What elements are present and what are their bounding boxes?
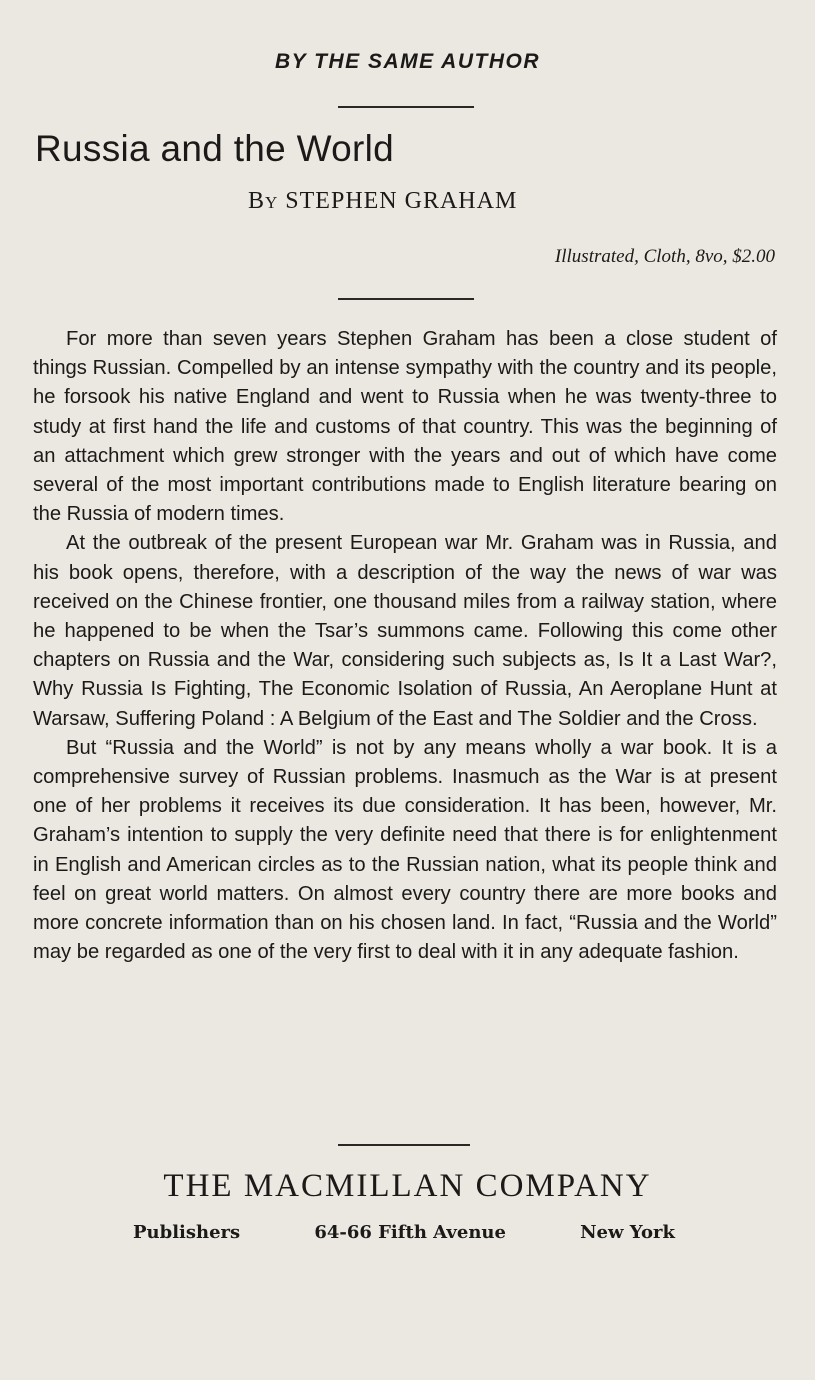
publisher-city: New York bbox=[580, 1222, 675, 1243]
bottom-divider bbox=[338, 1144, 470, 1146]
publisher-role: Publishers bbox=[133, 1222, 241, 1243]
paragraph-2: At the outbreak of the present European war Mr. Graham was in Russia, and his book opens, therefore, with a description of the way the news of war was received on the Chinese frontier, one thousand miles from a railway station, where he happened to be when the Tsar’s summons came. Following this come other chapters on Russia and the War, considering such subjects as, Is It a Last War?, Why Russia Is Fighting, The Economic Isolation of Russia, An Aeroplane Hunt at Warsaw, Suffering Poland : A Belgium of the East and The Soldier and the Cross. bbox=[33, 532, 777, 730]
top-divider bbox=[338, 106, 474, 108]
by-prefix: By bbox=[248, 188, 279, 214]
author-byline bbox=[248, 188, 517, 215]
paragraph-3: But “Russia and the World” is not by any means wholly a war book. It is a comprehensive survey of Russian problems. Inasmuch as the War is at present one of her problems it receives its due consideration. It has been, however, Mr. Graham’s intention to supply the very definite need that there is for enlightenment in English and American circles as to the Russian nation, what its people think and feel on great world matters. On almost every country there are more books and more concrete information than on his chosen land. In fact, “Russia and the World” may be regarded as one of the very first to deal with it in any adequate fashion. bbox=[33, 736, 777, 964]
publisher-name: THE MACMILLAN COMPANY bbox=[163, 1168, 652, 1204]
description-body bbox=[33, 325, 777, 967]
publisher-footer bbox=[133, 1222, 675, 1243]
edition-price: Illustrated, Cloth, 8vo, $2.00 bbox=[554, 246, 775, 267]
publisher-address: 64-66 Fifth Avenue bbox=[314, 1222, 506, 1243]
middle-divider bbox=[338, 298, 474, 300]
author-name: STEPHEN GRAHAM bbox=[285, 188, 518, 214]
paragraph-1: For more than seven years Stephen Graham has been a close student of things Russian. Compelled by an intense sympathy with the country and its people, he forsook his native England and went to Russia when he was twenty-three to study at first hand the life and customs of that country. This was the beginning of an attachment which grew stronger with the years and out of which have come several of the most important contributions made to English literature bearing on the Russia of modern times. bbox=[33, 328, 777, 526]
section-header: BY THE SAME AUTHOR bbox=[274, 50, 540, 73]
book-title: Russia and the World bbox=[35, 128, 395, 169]
